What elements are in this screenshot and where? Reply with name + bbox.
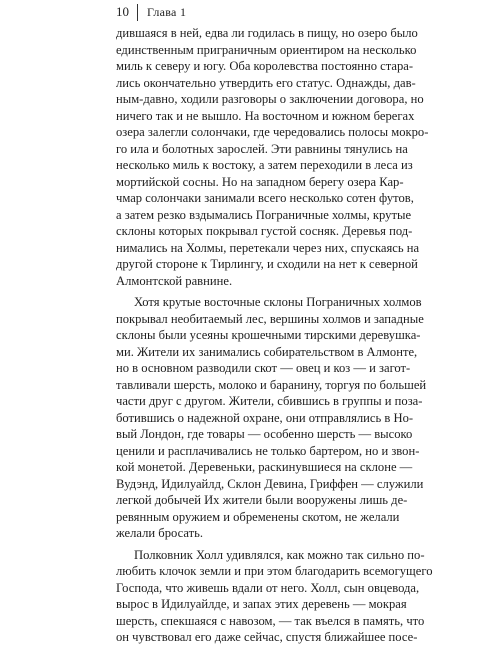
paragraph-end-line: Алмонтской равнине. (116, 273, 233, 288)
text-line: дившаяся в ней, едва ли годилась в пищу, но озеро было (116, 26, 418, 40)
running-head-divider (137, 4, 138, 21)
text-line: ми. Жители их занимались собирательством в Алмонте, (116, 344, 418, 359)
text-line: склоны были усеяны крошечными тирскими деревушка- (116, 328, 421, 342)
text-line: несколько миль к востоку, а затем переходили в леса из (116, 158, 413, 172)
text-line: вый Лондон, где товары — особенно шерсть — высоко (116, 427, 413, 441)
text-line: покрывал необитаемый лес, вершины холмов и западные (116, 311, 424, 326)
text-line: вырос в Идилуайлде, и запах этих деревень — мокрая (116, 597, 407, 611)
running-head (116, 2, 186, 22)
text-line: лись окончательно утвердить его статус. Однажды, дав- (116, 75, 416, 90)
text-line: озера залегли солончаки, где чередовались полосы мокро- (116, 125, 429, 139)
chapter-title: Глава 1 (147, 4, 187, 19)
text-line: нимались на Холмы, перетекали через них, спускаясь на (116, 240, 420, 255)
text-line: ничего так и не вышло. На восточном и южном берегах (116, 108, 415, 123)
text-line: ботившись о надежной охране, они отправлялись в Но- (116, 410, 414, 425)
text-line: единственным приграничным ориентиром на несколько (116, 42, 417, 57)
text-line: а затем резко вздымались Пограничные холмы, крутые (116, 207, 412, 222)
paragraph-first-line: Полковник Холл удивлялся, как можно так сильно по- (134, 547, 425, 562)
text-line: го ила и болотных зарослей. Эти равнины тянулись на (116, 141, 408, 156)
text-line: части друг с другом. Жители, сбившись в группы и поза- (116, 394, 423, 408)
text-line: другой стороне к Тирлингу, и сходили на нет к северной (116, 257, 418, 271)
text-line: ценили и расплачивались не только бартером, но и звон- (116, 443, 420, 458)
text-line: он чувствовал его даже сейчас, спустя ближайшее посе- (116, 630, 418, 644)
text-line: Вудэнд, Идилуайлд, Склон Девина, Гриффен — служили (116, 476, 424, 491)
page-number: 10 (116, 4, 129, 19)
text-line: кой монетой. Деревеньки, раскинувшиеся на склоне — (116, 460, 413, 474)
body-text (116, 25, 433, 646)
text-line: ревянным оружием и обременены скотом, не желали (116, 509, 400, 524)
text-line: тавливали шерсть, молоко и баранину, торгуя по большей (116, 377, 427, 392)
text-line: склоны которых покрывал густой сосняк. Деревья под- (116, 224, 413, 238)
text-line: шерсть, спекшаяся с навозом, — так въелся в память, что (116, 613, 425, 628)
text-line: но в основном разводили скот — овец и коз — и загот- (116, 361, 411, 375)
paragraph-end-line: желали бросать. (116, 526, 204, 540)
paragraph-first-line: Хотя крутые восточные склоны Пограничных холмов (134, 295, 422, 309)
text-line: чмар солончаки занимали всего несколько сотен футов, (116, 191, 414, 205)
text-line: миль к северу и югу. Оба королевства постоянно стара- (116, 59, 414, 73)
text-line: ным-давно, ходили разговоры о заключении договора, но (116, 92, 424, 106)
text-line: Господа, что живешь вдали от него. Холл, сын овцевода, (116, 580, 420, 595)
text-line: любить клочок земли и при этом благодарить всемогущего (116, 564, 433, 578)
text-line: легкой добычей Их жители были вооружены лишь де- (116, 493, 408, 507)
text-line: мортийской сосны. Но на западном берегу озера Кар- (116, 174, 404, 189)
